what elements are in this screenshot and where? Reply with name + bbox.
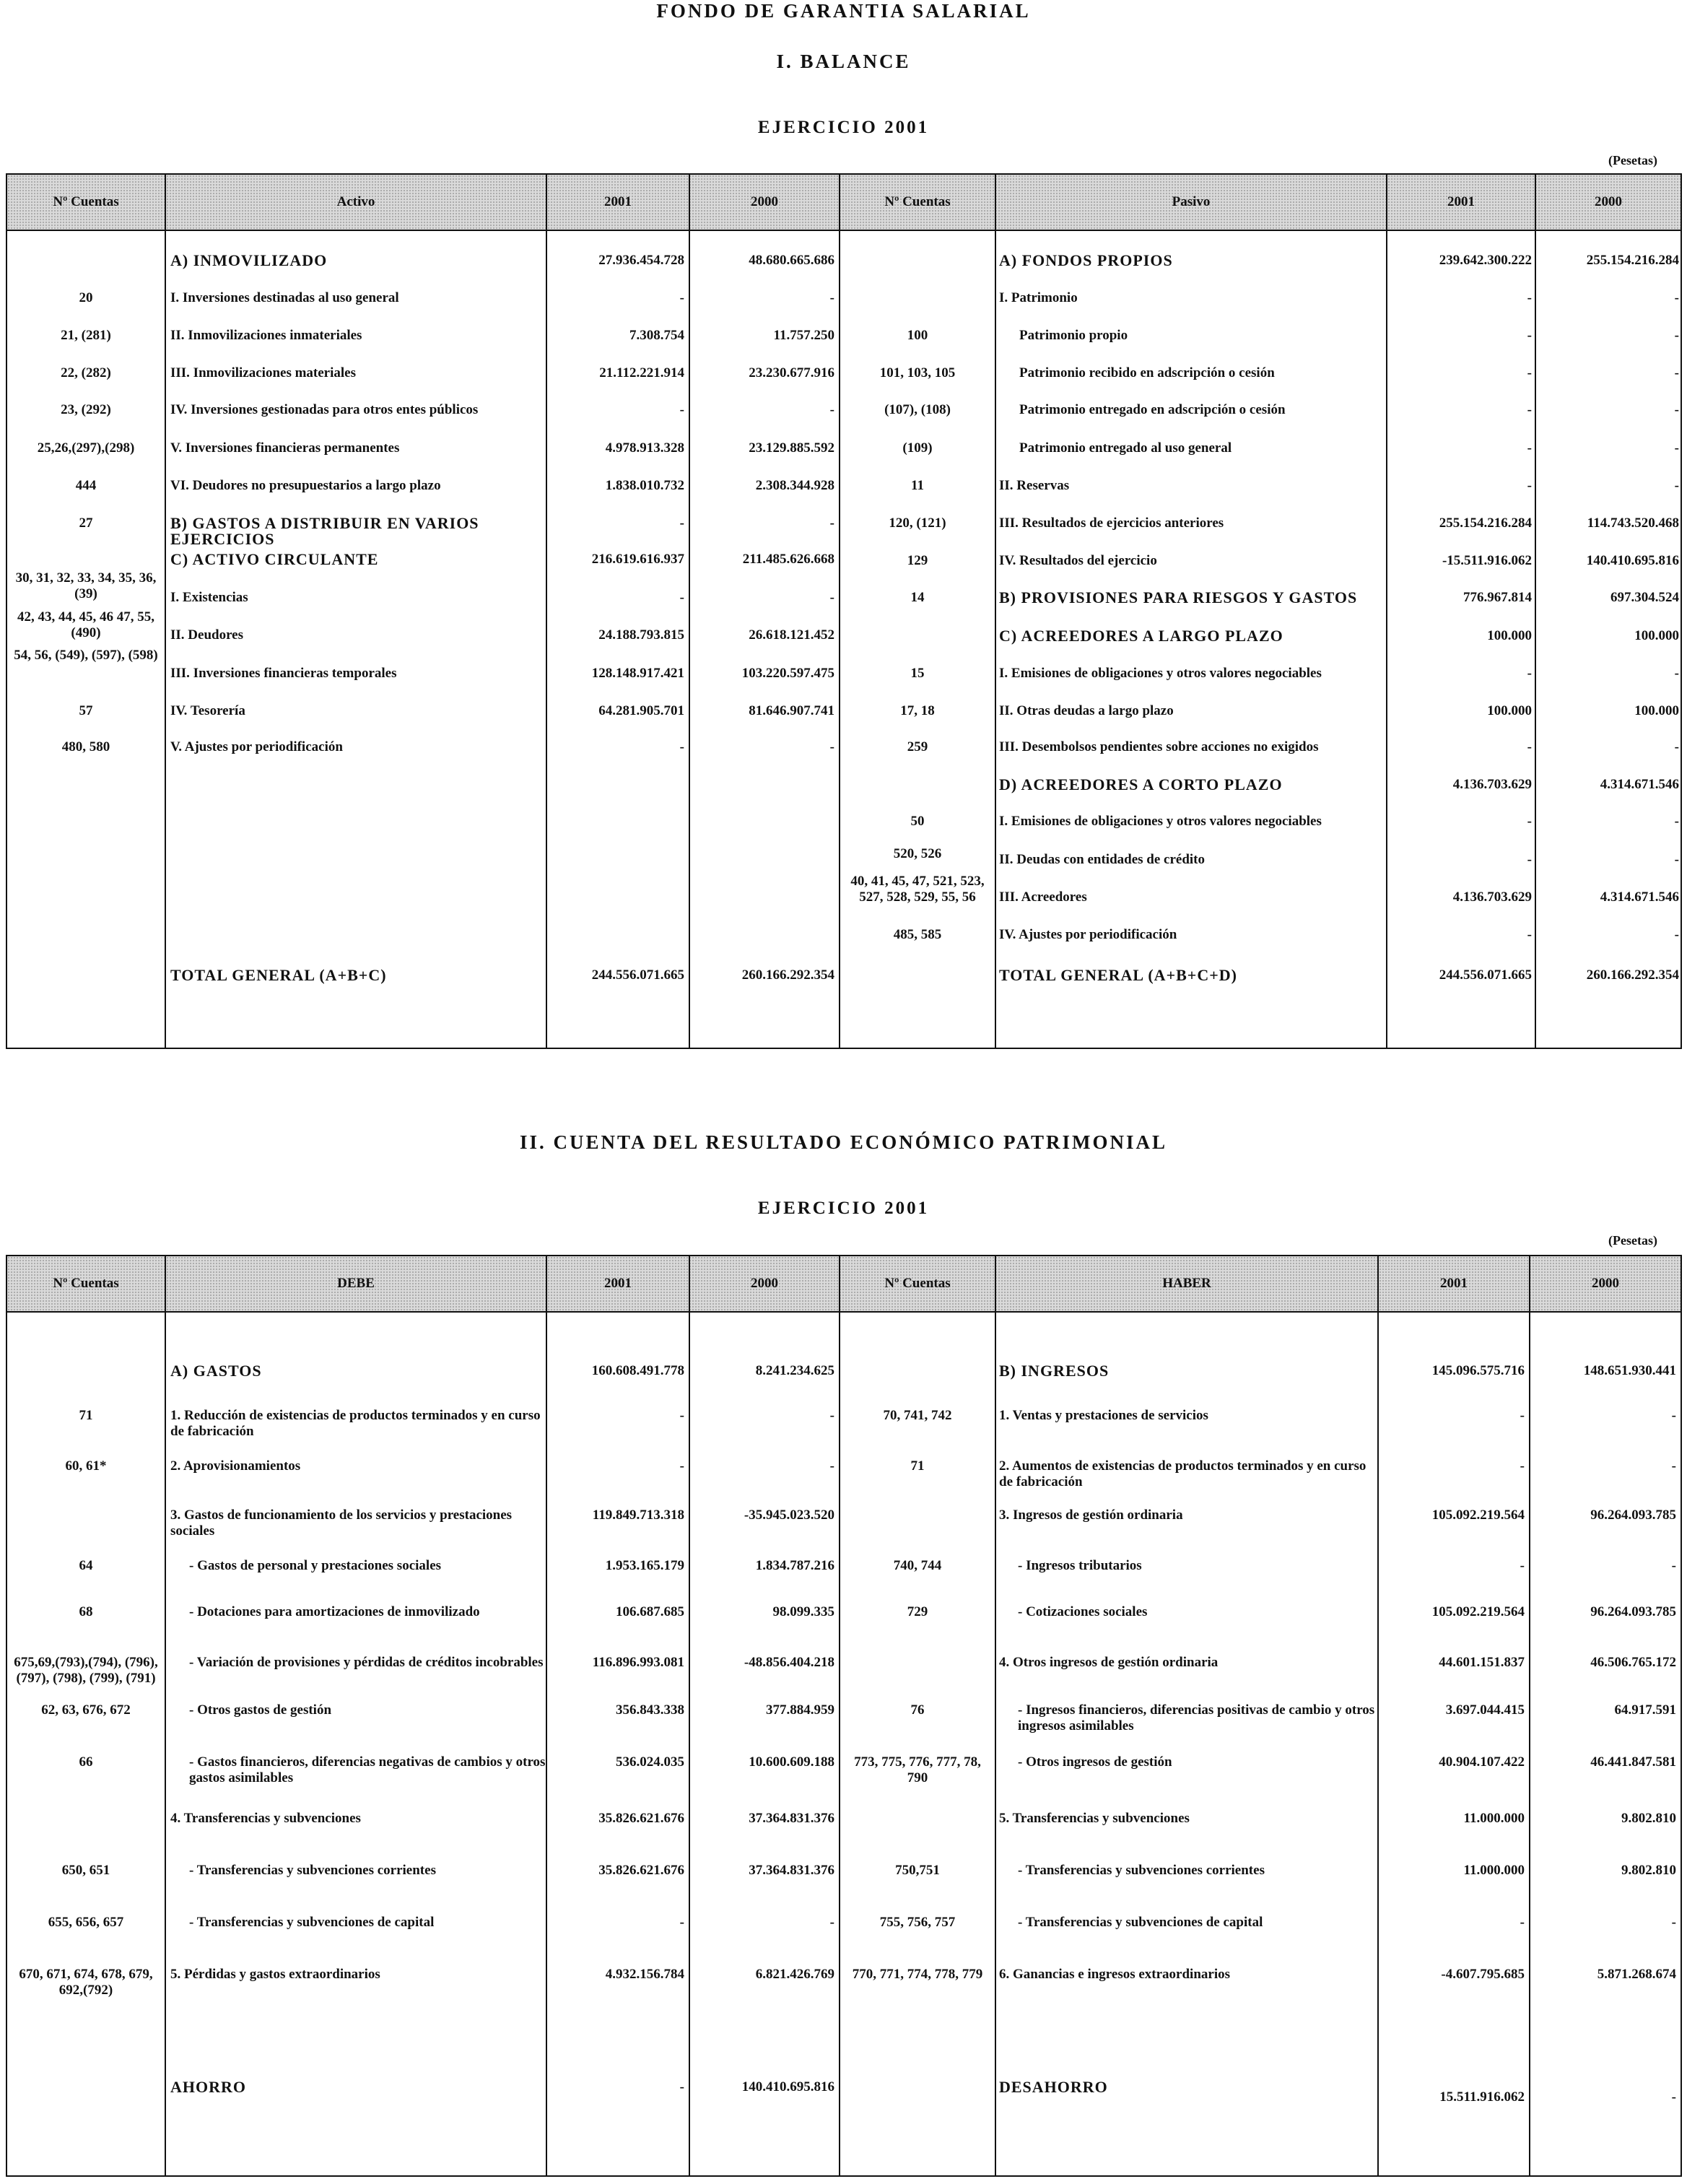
balance-right-value-2001: - [1527, 365, 1532, 380]
balance-left-row-label: A) INMOVILIZADO [170, 251, 328, 269]
balance-right-row-label: III. Desembolsos pendientes sobre acciones no exigidos [999, 739, 1319, 754]
result-left-value-2000: -48.856.404.218 [744, 1655, 834, 1670]
result-desahorro-2000: - [1671, 2089, 1676, 2105]
balance-left-row-label: I. Inversiones destinadas al uso general [170, 290, 399, 305]
result-left-row-label: - Transferencias y subvenciones de capital [189, 1915, 435, 1930]
balance-left-row-label: II. Deudores [170, 627, 243, 643]
balance-right-row-label: IV. Resultados del ejercicio [999, 553, 1157, 568]
balance-right-account-code: 15 [910, 666, 925, 681]
result-right-value-2000: - [1671, 1558, 1676, 1573]
result-left-value-2000: -35.945.023.520 [744, 1508, 834, 1523]
result-left-row-label: A) GASTOS [170, 1362, 262, 1380]
balance-left-row-label: I. Existencias [170, 590, 248, 605]
balance-right-value-2001: 776.967.814 [1463, 590, 1532, 605]
balance-left-account-code: 21, (281) [61, 328, 111, 343]
balance-right-account-code: 100 [907, 328, 928, 343]
result-right-value-2000: 5.871.268.674 [1597, 1967, 1676, 1982]
result-header-debe: DEBE [337, 1276, 375, 1291]
result-right-value-2000: 46.506.765.172 [1590, 1655, 1676, 1670]
balance-right-value-2000: - [1674, 402, 1679, 417]
balance-right-row-label: B) PROVISIONES PARA RIESGOS Y GASTOS [999, 588, 1358, 606]
balance-left-account-code: 27 [79, 515, 93, 531]
balance-left-value-2000: 2.308.344.928 [755, 478, 834, 493]
result-right-account-code: 770, 771, 774, 778, 779 [852, 1967, 983, 1982]
balance-left-value-2001: 4.978.913.328 [605, 440, 684, 456]
result-right-row-label: 3. Ingresos de gestión ordinaria [999, 1508, 1183, 1523]
balance-left-value-2000: 81.646.907.741 [749, 703, 834, 718]
balance-right-value-2001: 100.000 [1487, 628, 1532, 643]
balance-right-value-2000: 140.410.695.816 [1586, 553, 1679, 568]
balance-right-row-label: III. Acreedores [999, 889, 1087, 905]
result-left-value-2000: - [829, 1408, 834, 1423]
result-header-cuentas: Nº Cuentas [53, 1276, 119, 1291]
result-right-value-2001: - [1520, 1408, 1525, 1423]
result-right-row-label: - Ingresos financieros, diferencias positivas de cambio y otros ingresos asimilables [1018, 1702, 1375, 1733]
result-right-account-code: 71 [910, 1458, 925, 1474]
result-unit-label: (Pesetas) [1608, 1233, 1657, 1248]
result-right-row-label: - Transferencias y subvenciones corrientes [1018, 1863, 1265, 1878]
result-right-row-label: 4. Otros ingresos de gestión ordinaria [999, 1655, 1219, 1670]
balance-right-value-2000: - [1674, 927, 1679, 942]
result-left-account-code: 650, 651 [61, 1863, 110, 1878]
balance-right-account-code: 50 [910, 814, 925, 829]
balance-total-right-label: TOTAL GENERAL (A+B+C+D) [999, 966, 1237, 984]
balance-right-value-2000: - [1674, 814, 1679, 829]
balance-left-value-2000: 48.680.665.686 [749, 253, 834, 268]
result-left-row-label: - Gastos de personal y prestaciones sociales [189, 1558, 442, 1573]
balance-header-pasivo-2000: 2000 [1595, 194, 1622, 209]
balance-total-right-2000: 260.166.292.354 [1586, 967, 1679, 983]
balance-left-value-2001: 24.188.793.815 [598, 627, 684, 643]
balance-right-account-code: 40, 41, 45, 47, 521, 523, 527, 528, 529, 55, 56 [850, 874, 985, 905]
balance-left-row-label: V. Inversiones financieras permanentes [170, 440, 400, 456]
balance-left-row-label: VI. Deudores no presupuestarios a largo plazo [170, 478, 441, 493]
balance-right-row-label: I. Patrimonio [999, 290, 1078, 305]
result-left-value-2000: 377.884.959 [766, 1702, 834, 1718]
balance-right-value-2001: - [1527, 666, 1532, 681]
balance-left-value-2001: - [679, 590, 684, 605]
balance-right-value-2000: - [1674, 478, 1679, 493]
result-left-account-code: 62, 63, 676, 672 [41, 1702, 131, 1718]
balance-left-row-label: IV. Tesorería [170, 703, 245, 718]
result-left-row-label: 1. Reducción de existencias de productos terminados y en curso de fabricación [170, 1408, 541, 1439]
result-right-value-2000: 96.264.093.785 [1590, 1508, 1676, 1523]
balance-right-value-2000: 255.154.216.284 [1586, 253, 1679, 268]
balance-right-value-2000: 100.000 [1634, 703, 1679, 718]
balance-right-account-code: 129 [907, 553, 928, 568]
balance-right-value-2000: - [1674, 365, 1679, 380]
balance-header-cuentas: Nº Cuentas [53, 194, 119, 209]
result-right-value-2001: 40.904.107.422 [1439, 1754, 1525, 1770]
balance-unit-label: (Pesetas) [1608, 153, 1657, 168]
result-left-value-2000: 37.364.831.376 [749, 1811, 834, 1826]
balance-right-value-2000: - [1674, 739, 1679, 754]
result-left-account-code: 66 [79, 1754, 93, 1770]
result-left-account-code: 670, 671, 674, 678, 679, 692,(792) [19, 1967, 153, 1998]
result-right-value-2001: 44.601.151.837 [1439, 1655, 1525, 1670]
balance-left-account-code: 30, 31, 32, 33, 34, 35, 36, (39) [15, 570, 157, 601]
result-left-value-2001: 356.843.338 [616, 1702, 684, 1718]
result-left-account-code: 675,69,(793),(794), (796), (797), (798), (799), (791) [14, 1655, 158, 1686]
result-left-value-2001: 536.024.035 [616, 1754, 684, 1770]
balance-right-value-2001: - [1527, 739, 1532, 754]
balance-left-value-2000: - [829, 515, 834, 531]
balance-left-account-code: 54, 56, (549), (597), (598) [14, 648, 158, 663]
balance-left-value-2001: 7.308.754 [629, 328, 684, 343]
balance-left-account-code: 20 [79, 290, 93, 305]
balance-header-pasivo-2001: 2001 [1447, 194, 1475, 209]
balance-left-value-2001: - [679, 290, 684, 305]
result-left-value-2001: 35.826.621.676 [598, 1811, 684, 1826]
result-right-value-2001: 145.096.575.716 [1431, 1363, 1525, 1378]
result-left-value-2001: 1.953.165.179 [605, 1558, 684, 1573]
result-ahorro-label: AHORRO [170, 2078, 246, 2096]
result-left-row-label: - Variación de provisiones y pérdidas de créditos incobrables [189, 1655, 544, 1670]
result-right-row-label: 6. Ganancias e ingresos extraordinarios [999, 1967, 1231, 1982]
result-right-value-2001: 105.092.219.564 [1431, 1508, 1525, 1523]
result-left-row-label: 2. Aprovisionamientos [170, 1458, 301, 1474]
result-left-value-2001: 119.849.713.318 [592, 1508, 684, 1523]
balance-right-value-2001: 239.642.300.222 [1439, 253, 1532, 268]
balance-section-title: I. BALANCE [776, 51, 911, 72]
balance-right-row-label: D) ACREEDORES A CORTO PLAZO [999, 775, 1283, 793]
balance-right-row-label: Patrimonio propio [1019, 328, 1128, 343]
result-section-title: II. CUENTA DEL RESULTADO ECONÓMICO PATRIMONIAL [519, 1131, 1168, 1153]
result-left-value-2000: - [829, 1915, 834, 1930]
result-right-row-label: - Cotizaciones sociales [1018, 1604, 1148, 1619]
result-left-value-2001: 160.608.491.778 [591, 1363, 684, 1378]
balance-right-account-code: 101, 103, 105 [879, 365, 956, 380]
result-left-value-2000: - [829, 1458, 834, 1474]
balance-right-value-2001: - [1527, 328, 1532, 343]
result-right-value-2001: - [1520, 1558, 1525, 1573]
balance-left-account-code: 22, (282) [61, 365, 111, 380]
balance-left-account-code: 480, 580 [61, 739, 110, 754]
balance-left-value-2000: - [829, 739, 834, 754]
result-left-row-label: - Gastos financieros, diferencias negativas de cambios y otros gastos asimilables [189, 1754, 546, 1785]
balance-header-2000: 2000 [751, 194, 778, 209]
balance-right-account-code: 259 [907, 739, 928, 754]
balance-left-value-2000: - [829, 402, 834, 417]
balance-right-value-2000: - [1674, 328, 1679, 343]
result-left-row-label: - Transferencias y subvenciones corrientes [189, 1863, 436, 1878]
result-right-value-2000: 46.441.847.581 [1590, 1754, 1676, 1770]
balance-left-row-label: II. Inmovilizaciones inmateriales [170, 328, 362, 343]
result-desahorro-label: DESAHORRO [999, 2078, 1108, 2096]
balance-right-value-2001: -15.511.916.062 [1442, 553, 1532, 568]
balance-left-row-label: B) GASTOS A DISTRIBUIR EN VARIOS EJERCICIOS [170, 514, 479, 548]
result-header-cuentas-haber: Nº Cuentas [884, 1276, 951, 1291]
balance-left-value-2000: 11.757.250 [773, 328, 834, 343]
result-left-value-2000: 1.834.787.216 [755, 1558, 834, 1573]
balance-left-account-code: 42, 43, 44, 45, 46 47, 55, (490) [17, 609, 154, 640]
result-right-row-label: - Otros ingresos de gestión [1018, 1754, 1172, 1770]
result-right-row-label: 5. Transferencias y subvenciones [999, 1811, 1190, 1826]
result-right-value-2000: 96.264.093.785 [1590, 1604, 1676, 1619]
result-right-value-2001: - [1520, 1915, 1525, 1930]
balance-right-value-2000: 697.304.524 [1610, 590, 1679, 605]
result-ahorro-2001: - [679, 2079, 684, 2094]
balance-left-value-2001: 64.281.905.701 [598, 703, 684, 718]
result-right-row-label: 1. Ventas y prestaciones de servicios [999, 1408, 1208, 1423]
result-right-row-label: - Ingresos tributarios [1018, 1558, 1142, 1573]
balance-left-value-2001: - [679, 515, 684, 531]
balance-right-value-2001: - [1527, 852, 1532, 867]
result-ahorro-2000: 140.410.695.816 [741, 2079, 834, 2094]
balance-right-row-label: C) ACREEDORES A LARGO PLAZO [999, 627, 1283, 645]
balance-left-row-label: C) ACTIVO CIRCULANTE [170, 550, 379, 568]
result-right-value-2001: 105.092.219.564 [1431, 1604, 1525, 1619]
balance-left-value-2001: - [679, 402, 684, 417]
result-right-account-code: 729 [907, 1604, 928, 1619]
balance-left-value-2001: 27.936.454.728 [598, 253, 684, 268]
result-left-value-2001: 4.932.156.784 [605, 1967, 684, 1982]
balance-right-row-label: I. Emisiones de obligaciones y otros valores negociables [999, 666, 1322, 681]
result-left-value-2001: 106.687.685 [616, 1604, 684, 1619]
result-right-value-2000: 9.802.810 [1621, 1811, 1676, 1826]
balance-right-row-label: IV. Ajustes por periodificación [999, 927, 1177, 942]
balance-right-value-2000: 4.314.671.546 [1600, 777, 1679, 792]
result-left-row-label: - Otros gastos de gestión [189, 1702, 332, 1718]
result-left-value-2001: 35.826.621.676 [598, 1863, 684, 1878]
result-right-value-2001: -4.607.795.685 [1441, 1967, 1525, 1982]
balance-header-pasivo: Pasivo [1172, 194, 1211, 209]
balance-right-account-code: 17, 18 [900, 703, 935, 718]
balance-total-right-2001: 244.556.071.665 [1439, 967, 1532, 983]
balance-header-cuentas-pasivo: Nº Cuentas [884, 194, 951, 209]
balance-right-value-2001: - [1527, 402, 1532, 417]
balance-right-account-code: (107), (108) [884, 402, 951, 417]
balance-right-value-2000: - [1674, 440, 1679, 456]
balance-right-value-2001: - [1527, 814, 1532, 829]
result-right-row-label: B) INGRESOS [999, 1362, 1110, 1380]
result-header-haber: HABER [1162, 1276, 1211, 1291]
balance-right-row-label: A) FONDOS PROPIOS [999, 251, 1173, 269]
result-right-value-2000: - [1671, 1408, 1676, 1423]
balance-left-value-2000: 103.220.597.475 [741, 666, 834, 681]
result-right-value-2000: 148.651.930.441 [1583, 1363, 1676, 1378]
balance-left-value-2000: 23.129.885.592 [749, 440, 834, 456]
result-right-value-2001: - [1520, 1458, 1525, 1474]
result-header-haber-2000: 2000 [1592, 1276, 1619, 1291]
balance-right-value-2000: 114.743.520.468 [1587, 515, 1679, 531]
result-header-haber-2001: 2001 [1440, 1276, 1468, 1291]
balance-total-left-2001: 244.556.071.665 [591, 967, 684, 983]
balance-left-row-label: III. Inversiones financieras temporales [170, 666, 397, 681]
result-left-value-2001: - [679, 1408, 684, 1423]
balance-right-account-code: (109) [902, 440, 933, 456]
result-desahorro-2001: 15.511.916.062 [1439, 2089, 1525, 2105]
balance-right-row-label: II. Deudas con entidades de crédito [999, 852, 1206, 867]
balance-left-value-2000: 211.485.626.668 [742, 552, 834, 567]
balance-right-value-2001: 100.000 [1487, 703, 1532, 718]
result-left-value-2000: 10.600.609.188 [749, 1754, 834, 1770]
result-right-account-code: 70, 741, 742 [883, 1408, 952, 1423]
balance-right-value-2000: - [1674, 852, 1679, 867]
result-left-account-code: 64 [79, 1558, 93, 1573]
balance-left-value-2001: 1.838.010.732 [605, 478, 684, 493]
result-right-account-code: 755, 756, 757 [879, 1915, 956, 1930]
result-left-row-label: 5. Pérdidas y gastos extraordinarios [170, 1967, 380, 1982]
balance-right-row-label: Patrimonio entregado en adscripción o cesión [1019, 402, 1286, 417]
balance-left-value-2001: 216.619.616.937 [591, 552, 684, 567]
balance-right-value-2001: 4.136.703.629 [1452, 889, 1532, 905]
balance-table [6, 173, 1682, 1049]
balance-right-row-label: II. Otras deudas a largo plazo [999, 703, 1174, 718]
balance-right-row-label: II. Reservas [999, 478, 1070, 493]
balance-right-value-2000: - [1674, 290, 1679, 305]
balance-left-account-code: 25,26,(297),(298) [37, 440, 135, 456]
balance-left-value-2001: - [679, 739, 684, 754]
document-title: FONDO DE GARANTIA SALARIAL [656, 0, 1031, 22]
balance-right-value-2001: 4.136.703.629 [1452, 777, 1532, 792]
result-left-value-2001: - [679, 1458, 684, 1474]
balance-right-row-label: Patrimonio entregado al uso general [1019, 440, 1232, 456]
balance-left-account-code: 23, (292) [61, 402, 111, 417]
result-left-row-label: 4. Transferencias y subvenciones [170, 1811, 361, 1826]
result-left-value-2000: 37.364.831.376 [749, 1863, 834, 1878]
balance-right-row-label: Patrimonio recibido en adscripción o cesión [1019, 365, 1275, 380]
balance-left-value-2001: 128.148.917.421 [591, 666, 684, 681]
balance-right-value-2000: 100.000 [1634, 628, 1679, 643]
balance-right-value-2001: - [1527, 478, 1532, 493]
balance-header-activo: Activo [336, 194, 375, 209]
result-right-account-code: 740, 744 [893, 1558, 942, 1573]
result-right-value-2000: - [1671, 1458, 1676, 1474]
balance-left-row-label: IV. Inversiones gestionadas para otros entes públicos [170, 402, 479, 417]
balance-left-account-code: 444 [75, 478, 97, 493]
result-right-value-2000: 9.802.810 [1621, 1863, 1676, 1878]
result-left-row-label: 3. Gastos de funcionamiento de los servicios y prestaciones sociales [170, 1508, 513, 1539]
result-exercise-label: EJERCICIO 2001 [757, 1198, 930, 1218]
balance-total-left-2000: 260.166.292.354 [741, 967, 834, 983]
result-right-value-2001: 3.697.044.415 [1445, 1702, 1525, 1718]
result-right-value-2000: - [1671, 1915, 1676, 1930]
balance-right-value-2001: 255.154.216.284 [1439, 515, 1532, 531]
result-left-account-code: 655, 656, 657 [48, 1915, 124, 1930]
balance-left-row-label: III. Inmovilizaciones materiales [170, 365, 357, 380]
balance-right-account-code: 120, (121) [889, 515, 946, 531]
result-left-value-2001: 116.896.993.081 [592, 1655, 684, 1670]
balance-right-value-2001: - [1527, 927, 1532, 942]
result-table [6, 1255, 1682, 2177]
balance-left-value-2000: 23.230.677.916 [749, 365, 834, 380]
result-right-value-2001: 11.000.000 [1463, 1811, 1525, 1826]
result-left-account-code: 68 [79, 1604, 93, 1619]
result-header-2000: 2000 [751, 1276, 778, 1291]
result-left-value-2001: - [679, 1915, 684, 1930]
balance-left-value-2000: 26.618.121.452 [749, 627, 834, 643]
balance-left-account-code: 57 [79, 703, 93, 718]
balance-left-value-2000: - [829, 590, 834, 605]
balance-header-2001: 2001 [604, 194, 632, 209]
balance-right-value-2001: - [1527, 290, 1532, 305]
balance-right-account-code: 485, 585 [893, 927, 942, 942]
result-left-value-2000: 6.821.426.769 [755, 1967, 834, 1982]
balance-exercise-label: EJERCICIO 2001 [757, 118, 930, 137]
result-right-value-2001: 11.000.000 [1463, 1863, 1525, 1878]
result-header-2001: 2001 [604, 1276, 632, 1291]
result-right-value-2000: 64.917.591 [1614, 1702, 1676, 1718]
result-left-account-code: 71 [79, 1408, 93, 1423]
result-left-value-2000: 98.099.335 [772, 1604, 834, 1619]
balance-right-account-code: 14 [910, 590, 925, 605]
balance-left-row-label: V. Ajustes por periodificación [170, 739, 343, 754]
result-left-row-label: - Dotaciones para amortizaciones de inmovilizado [189, 1604, 480, 1619]
balance-right-row-label: I. Emisiones de obligaciones y otros valores negociables [999, 814, 1322, 829]
balance-right-value-2000: - [1674, 666, 1679, 681]
balance-left-value-2000: - [829, 290, 834, 305]
result-right-account-code: 773, 775, 776, 777, 78, 790 [854, 1754, 981, 1785]
result-left-account-code: 60, 61* [65, 1458, 107, 1474]
result-right-account-code: 76 [910, 1702, 925, 1718]
balance-left-value-2001: 21.112.221.914 [599, 365, 684, 380]
balance-right-row-label: III. Resultados de ejercicios anteriores [999, 515, 1224, 531]
balance-right-value-2001: - [1527, 440, 1532, 456]
result-right-row-label: 2. Aumentos de existencias de productos terminados y en curso de fabricación [999, 1458, 1366, 1489]
balance-right-account-code: 520, 526 [893, 846, 942, 861]
balance-right-value-2000: 4.314.671.546 [1600, 889, 1679, 905]
result-left-value-2000: 8.241.234.625 [755, 1363, 834, 1378]
balance-total-left-label: TOTAL GENERAL (A+B+C) [170, 966, 387, 984]
result-right-account-code: 750,751 [895, 1863, 940, 1878]
result-right-row-label: - Transferencias y subvenciones de capital [1018, 1915, 1263, 1930]
balance-right-account-code: 11 [911, 478, 924, 493]
